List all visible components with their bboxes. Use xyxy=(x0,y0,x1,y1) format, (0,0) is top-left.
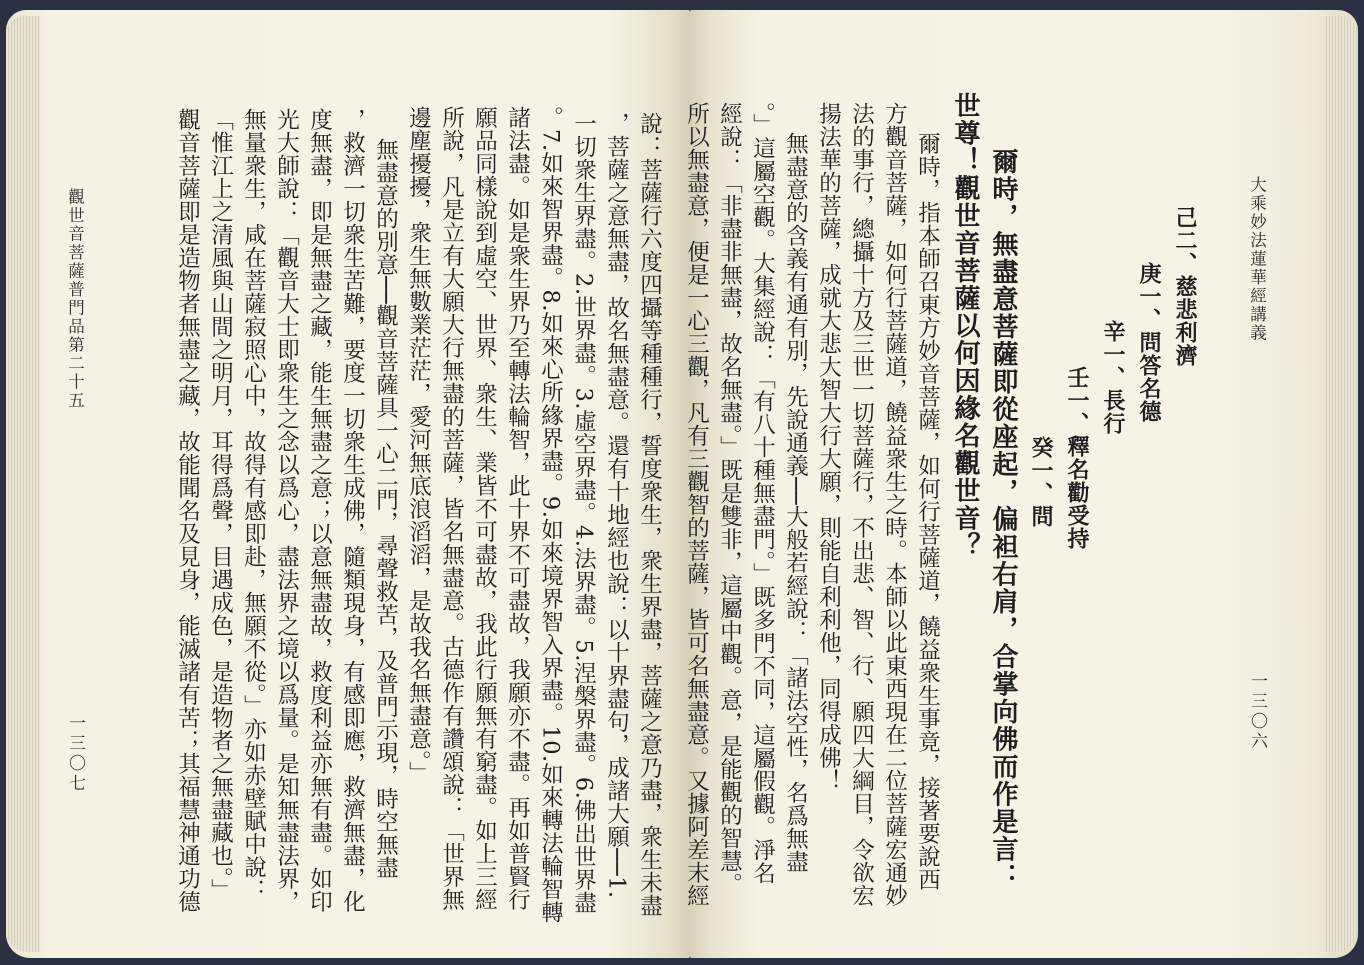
right-page xyxy=(683,10,1358,958)
sutra-verse-line-2: 世尊！觀世音菩薩以何因緣名觀世音？ xyxy=(950,92,980,560)
left-column-2: ，菩薩之意無盡，故名無盡意。還有十地經也說：以十界盡句，成諸大願──1. xyxy=(603,112,630,899)
left-column-12: 光大師說：「觀音大士即衆生之念以爲心，盡法界之境以爲量。是知無盡法界， xyxy=(273,108,300,913)
right-column-2: 方觀音菩薩，如何行菩薩道，饒益衆生之時。本師以此東西現在二位菩薩宏通妙 xyxy=(881,102,908,907)
left-column-11: 度無盡，即是無盡之藏，能生無盡之意；以意無盡故，救度利益亦無有盡。如印 xyxy=(306,108,333,913)
left-column-9: 無盡意的別意──觀音菩薩具一心二門，尋聲救苦，及普門示現，時空無盡 xyxy=(372,138,399,880)
sutra-verse-line-1: 爾時，無盡意菩薩即從座起，偏袒右肩，合掌向佛而作是言： xyxy=(988,148,1018,891)
right-running-title: 大乘妙法蓮華經講義 xyxy=(1247,176,1267,343)
right-column-3: 法的事行，總攝十方及三世一切菩薩行，不出悲、智、行、願四大綱目，令欲宏 xyxy=(848,102,875,907)
left-column-8: 邊塵擾擾，衆生無數業茫茫，愛河無底浪滔滔，是故我名無盡意。」 xyxy=(405,106,432,785)
left-column-14: 「惟江上之清風與山間之明月，耳得爲聲，目遇成色，是造物者之無盡藏也。」 xyxy=(207,108,234,902)
left-column-15: 觀音菩薩即是造物者無盡之藏，故能聞名及見身，能滅諸有苦；其福慧神通功德 xyxy=(174,108,201,913)
heading-ji-er: 己二、慈悲利濟 xyxy=(1172,206,1198,367)
heading-gui-yi: 癸一、問 xyxy=(1028,436,1054,528)
right-column-8: 所以無盡意，便是一心三觀，凡有三觀智的菩薩，皆可名無盡意。又據阿差末經 xyxy=(683,102,710,907)
right-column-4: 揚法華的菩薩，成就大悲大智大行大願，則能自利利他，同得成佛！ xyxy=(815,102,842,792)
left-column-6: 願品同樣說到虛空、世界、衆生、業皆不可盡故，我此行願無有窮盡。如上三經 xyxy=(471,106,498,911)
left-column-1: 說：菩薩行六度四攝等種種行，誓度衆生，衆生界盡，菩薩之意乃盡，衆生未盡 xyxy=(636,112,663,917)
left-page-edges xyxy=(6,16,40,952)
left-page xyxy=(6,10,690,958)
left-column-4: 。7.如來智界盡。8.如來心所緣界盡。9.如來境界智入界盡。10.如來轉法輪智轉 xyxy=(537,106,564,924)
left-column-10: ，救濟一切衆生苦難，要度一切衆生成佛，隨類現身，有感即應，救濟無盡，化 xyxy=(339,108,366,913)
left-column-3: 一切衆生界盡。2.世界盡。3.虛空界盡。4.法界盡。5.涅槃界盡。6.佛出世界盡 xyxy=(570,112,597,915)
right-page-edges xyxy=(1324,16,1358,952)
left-running-title: 觀世音菩薩普門品第二十五 xyxy=(65,188,85,410)
left-page-number: 一三〇七 xyxy=(65,714,85,794)
left-column-13: 無量衆生，咸在菩薩寂照心中，故得有感即赴，無願不從。」亦如赤壁賦中說： xyxy=(240,108,267,902)
right-column-5: 無盡意的含義有通有別，先說通義──大般若經說：「諸法空性，名爲無盡 xyxy=(782,132,809,874)
left-column-5: 諸法盡。如是衆生界乃至轉法輪智，此十界不可盡故，我願亦不盡。再如普賢行 xyxy=(504,106,531,911)
heading-ren-yi: 壬一、釋名勸受持 xyxy=(1064,366,1090,550)
right-column-1: 爾時，指本師召東方妙音菩薩，如何行菩薩道，饒益衆生事竟，接著要說西 xyxy=(914,132,941,891)
left-column-7: 所說，凡是立有大願大行無盡的菩薩，皆名無盡意。古德作有讚頌說：「世界無 xyxy=(438,106,465,911)
right-column-6: 。」這屬空觀。大集經說：「有八十種無盡門。」既多門不同，這屬假觀。淨名 xyxy=(749,102,776,885)
right-column-7: 經說：「非盡非無盡，故名無盡。」既是雙非，這屬中觀。意，是能觀的智慧。 xyxy=(716,102,743,896)
heading-xin-yi: 辛一、長行 xyxy=(1100,320,1126,435)
open-book xyxy=(6,10,1358,958)
right-page-number: 一三〇六 xyxy=(1247,672,1267,752)
heading-geng-yi: 庚一、問答名德 xyxy=(1136,262,1162,423)
